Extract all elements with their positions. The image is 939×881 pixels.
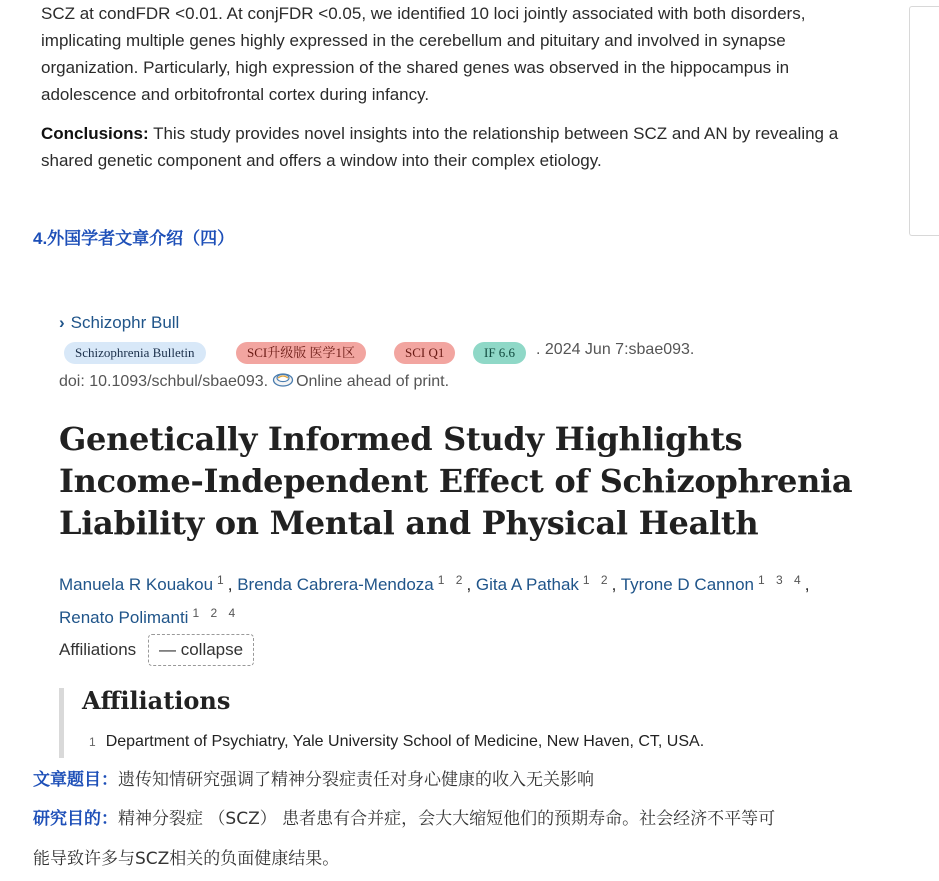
publication-date: . 2024 Jun 7:sbae093. — [536, 341, 695, 358]
online-status: Online ahead of print. — [296, 373, 450, 390]
abstract-conclusions — [41, 120, 861, 174]
chevron-right-icon: › — [59, 313, 65, 332]
journal-badge: Schizophrenia Bulletin — [64, 342, 206, 364]
author-link[interactable]: Gita A Pathak $^{1 2}$ — [475, 573, 612, 594]
rank-badge: SCI升级版 医学1区 — [236, 342, 366, 364]
author-link[interactable]: Brenda Cabrera-Mendoza $^{1 2}$ — [237, 573, 467, 594]
cn-title-label: 文章题目： — [33, 770, 118, 790]
collapse-button[interactable]: — collapse — [148, 634, 254, 666]
abstract-results-text: SCZ at condFDR <0.01. At conjFDR <0.05, we identified 10 loci jointly associated with both disorders, implicating multiple genes highly expressed in the cerebellum and pituitary and involved in synapse organization. Particularly, high expression of the shared genes was observed in the hippocampus in adolescence and orbitofrontal cortex during infancy. — [41, 4, 806, 104]
affiliation-item — [89, 733, 704, 751]
conclusions-text: This study provides novel insights into the relationship between SCZ and AN by revealing a shared genetic component and offers a window into their complex etiology. — [41, 124, 839, 170]
doi-text: doi: 10.1093/schbul/sbae093. — [59, 373, 269, 390]
cn-purpose-label: 研究目的： — [33, 809, 118, 829]
side-panel — [909, 6, 939, 236]
author-link[interactable]: Renato Polimanti $^{1 2 4}$ — [59, 606, 240, 627]
doi-line — [59, 371, 449, 391]
quartile-badge: SCI Q1 — [394, 342, 455, 364]
section-heading: 4.外国学者文章介绍（四） — [33, 229, 235, 248]
author-list: Manuela R Kouakou $^1$, Brenda Cabrera-Mendoza $^{1 2}$, Gita A Pathak $^{1 2}$, Tyrone D Cannon $^{1 3 4}$, Renato Polimanti $^{1 2 4}$ — [59, 573, 810, 627]
affiliations-heading: Affiliations — [82, 686, 231, 715]
affiliations-divider — [59, 688, 64, 758]
cn-title-text: 遗传知情研究强调了精神分裂症责任对身心健康的收入无关影响 — [118, 770, 594, 790]
journal-name[interactable]: Schizophr Bull — [70, 313, 180, 332]
cn-purpose-line-2: 能导致许多与SCZ相关的负面健康结果。 — [33, 849, 340, 869]
author-link[interactable]: Manuela R Kouakou $^1$ — [59, 573, 228, 594]
cn-purpose-text-1: 精神分裂症 （SCZ） 患者患有合并症，会大大缩短他们的预期寿命。社会经济不平等可 — [118, 809, 776, 829]
journal-link[interactable] — [59, 313, 179, 333]
impact-factor-badge: IF 6.6 — [473, 342, 526, 364]
conclusions-label: Conclusions: — [41, 124, 149, 143]
affiliation-text: Department of Psychiatry, Yale University School of Medicine, New Haven, CT, USA. — [105, 733, 705, 750]
affiliations-label: Affiliations — [59, 640, 137, 659]
cn-purpose-line-1 — [33, 809, 775, 829]
article-title: Genetically Informed Study Highlights Income-Independent Effect of Schizophrenia Liability on Mental and Physical Health — [59, 420, 853, 542]
affiliation-number: 1 — [89, 735, 96, 749]
cn-article-title — [33, 770, 594, 790]
epub-icon — [272, 371, 294, 387]
author-link[interactable]: Tyrone D Cannon $^{1 3 4}$ — [620, 573, 805, 594]
